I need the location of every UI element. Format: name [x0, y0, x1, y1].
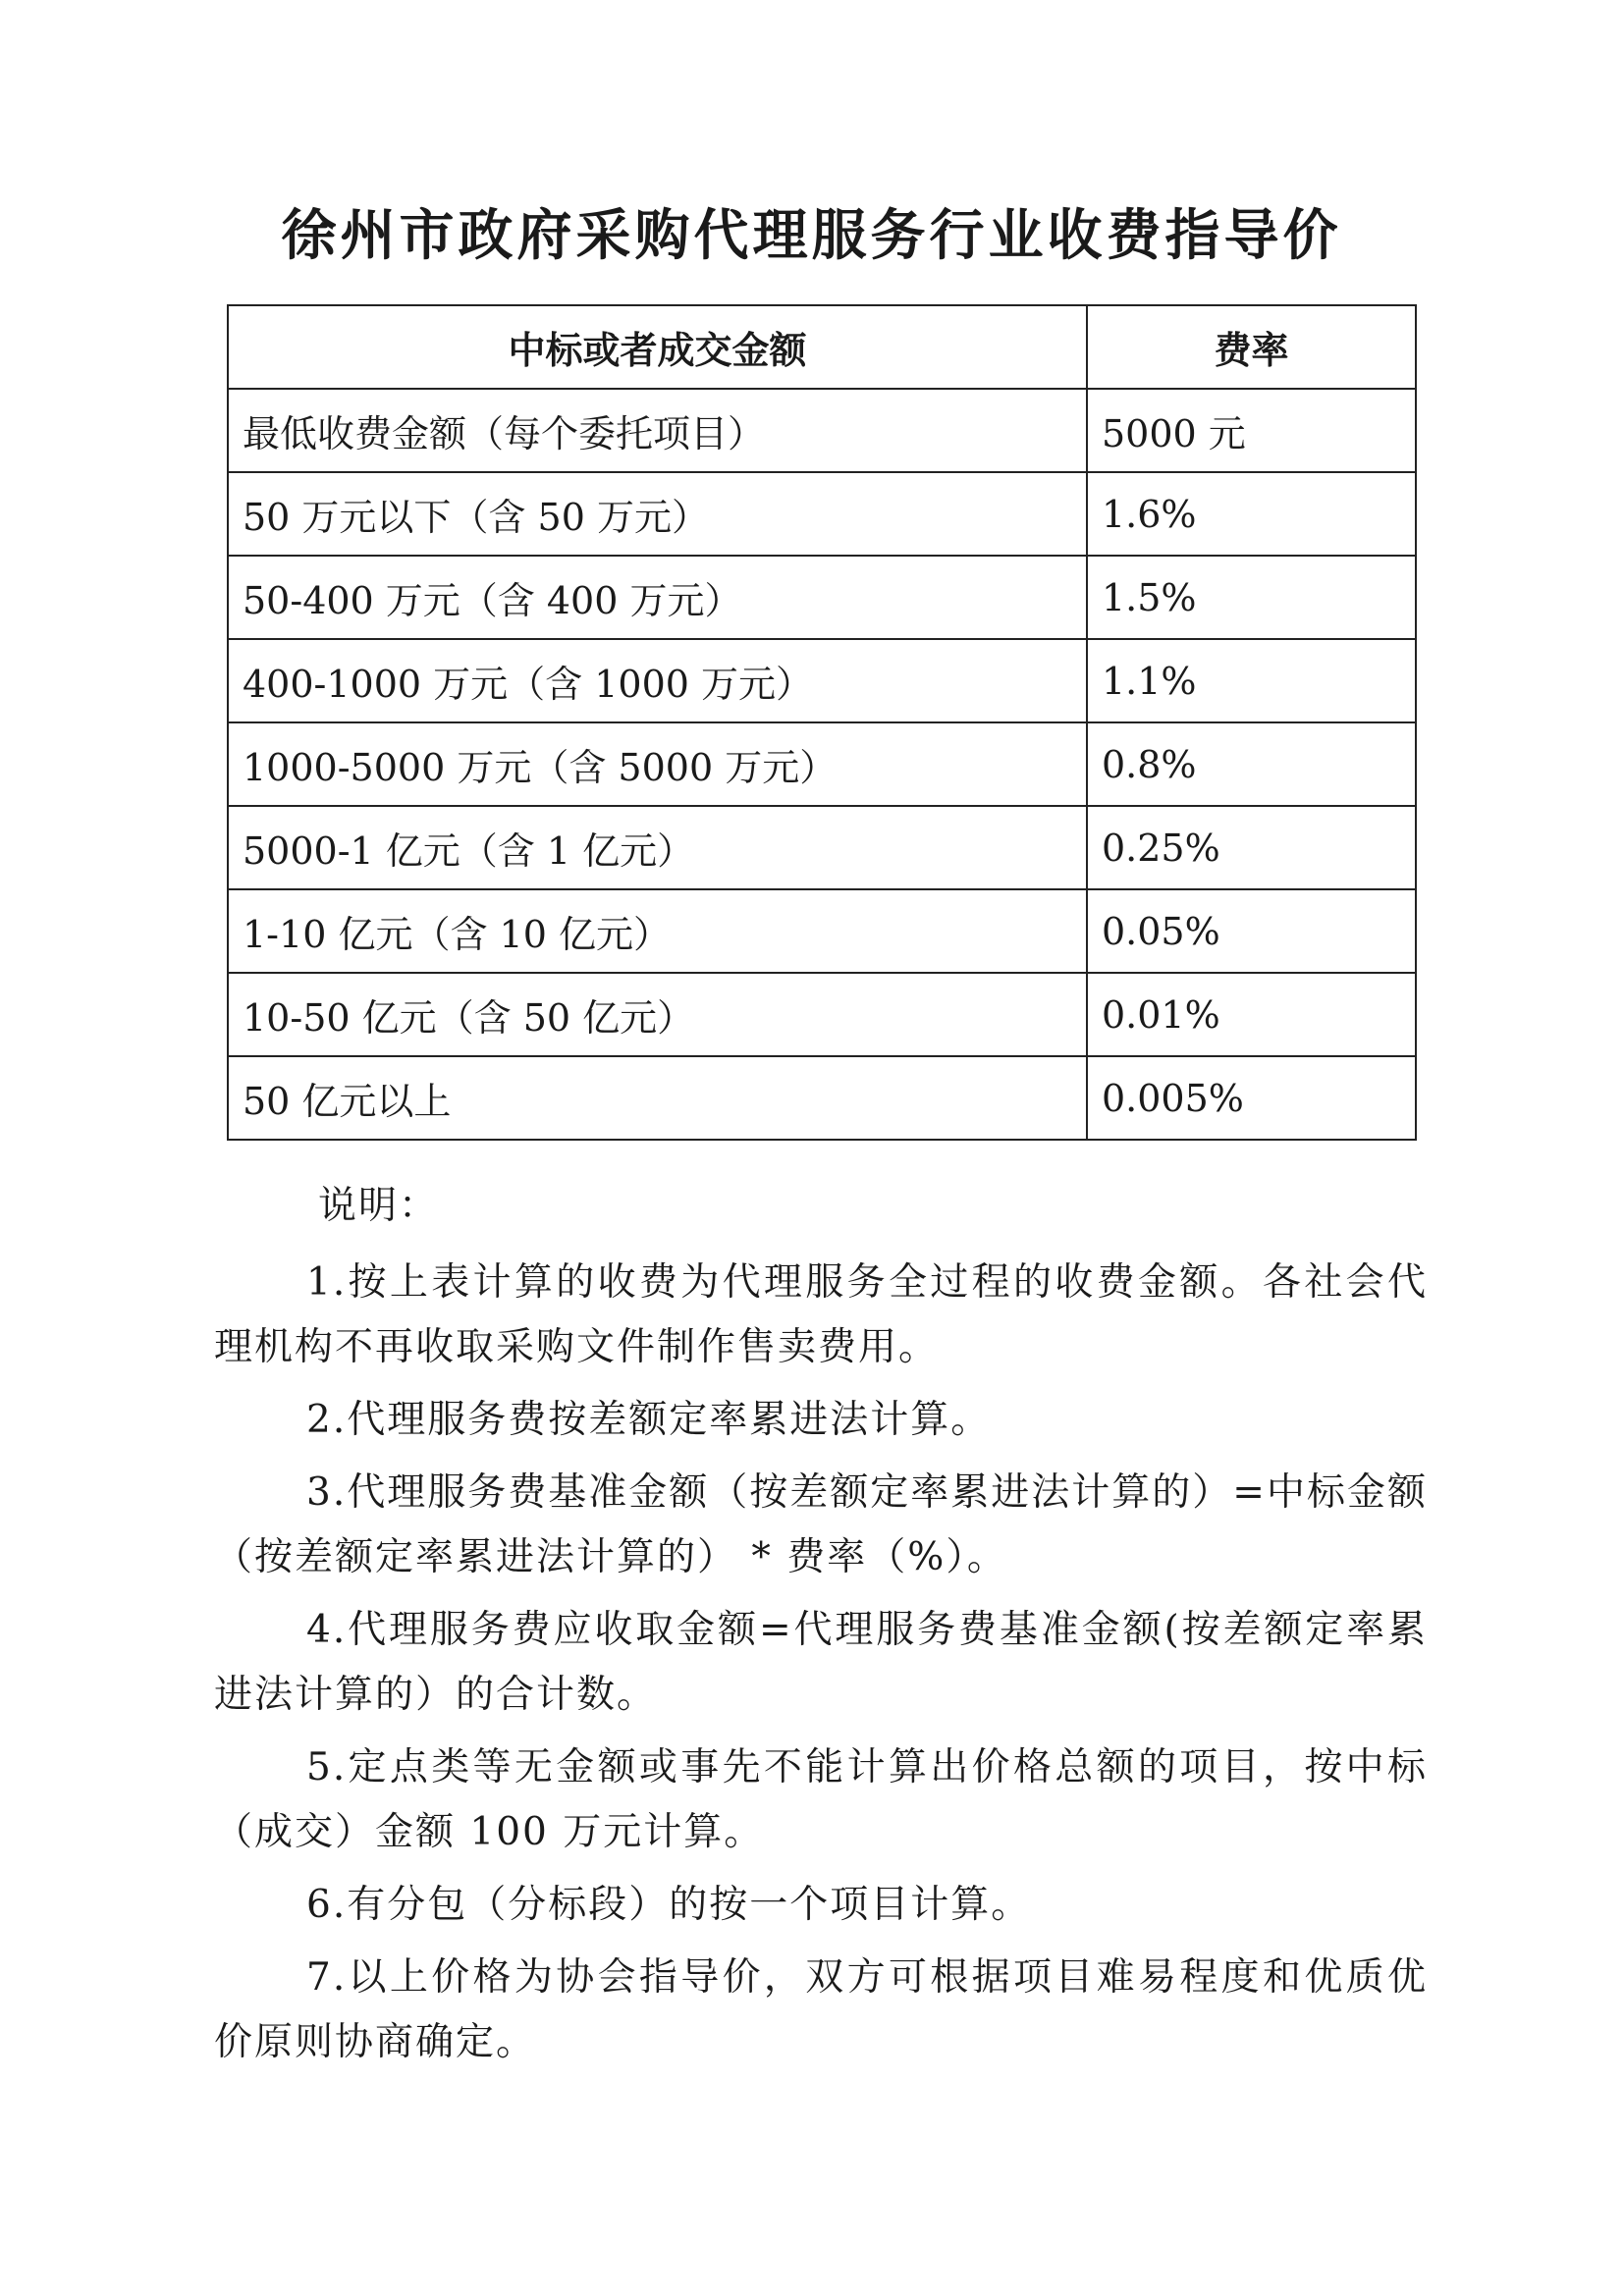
table-row: [228, 1056, 1416, 1140]
note-item-3: 3.代理服务费基准金额（按差额定率累进法计算的）=中标金额（按差额定率累进法计算的） * 费率（%）。: [214, 1470, 1428, 1579]
amount-cell: 最低收费金额（每个委托项目）: [228, 389, 1087, 472]
rate-cell: 0.005%: [1087, 1056, 1416, 1140]
notes-section: [214, 1174, 1428, 2083]
fee-table: [227, 304, 1417, 1141]
amount-cell: 1000-5000 万元（含 5000 万元）: [228, 722, 1087, 806]
table-row: [228, 806, 1416, 889]
note-item-5: 5.定点类等无金额或事先不能计算出价格总额的项目，按中标（成交）金额 100 万元计算。: [214, 1745, 1428, 1854]
rate-cell: 0.01%: [1087, 973, 1416, 1056]
note-item-1: 1.按上表计算的收费为代理服务全过程的收费金额。各社会代理机构不再收取采购文件制作售卖费用。: [214, 1260, 1428, 1369]
note-item-7: 7.以上价格为协会指导价，双方可根据项目难易程度和优质优价原则协商确定。: [214, 1955, 1428, 2064]
note-item-6: 6.有分包（分标段）的按一个项目计算。: [306, 1883, 1032, 1927]
rate-cell: 5000 元: [1087, 389, 1416, 472]
table-row: [228, 889, 1416, 973]
page-title: 徐州市政府采购代理服务行业收费指导价: [281, 204, 1342, 268]
amount-cell: 50-400 万元（含 400 万元）: [228, 556, 1087, 639]
rate-cell: 0.05%: [1087, 889, 1416, 973]
amount-cell: 50 万元以下（含 50 万元）: [228, 472, 1087, 556]
table-row: [228, 722, 1416, 806]
table-row: [228, 973, 1416, 1056]
amount-cell: 400-1000 万元（含 1000 万元）: [228, 639, 1087, 722]
amount-cell: 5000-1 亿元（含 1 亿元）: [228, 806, 1087, 889]
table-row: [228, 639, 1416, 722]
rate-cell: 0.25%: [1087, 806, 1416, 889]
table-header-row: [228, 305, 1416, 389]
amount-cell: 50 亿元以上: [228, 1056, 1087, 1140]
rate-cell: 0.8%: [1087, 722, 1416, 806]
notes-heading: 说明：: [318, 1184, 440, 1228]
table-row: [228, 556, 1416, 639]
rate-cell: 1.5%: [1087, 556, 1416, 639]
rate-cell: 1.1%: [1087, 639, 1416, 722]
table-row: [228, 472, 1416, 556]
amount-cell: 1-10 亿元（含 10 亿元）: [228, 889, 1087, 973]
table-row: [228, 389, 1416, 472]
amount-cell: 10-50 亿元（含 50 亿元）: [228, 973, 1087, 1056]
column-header-amount: 中标或者成交金额: [228, 305, 1087, 389]
rate-cell: 1.6%: [1087, 472, 1416, 556]
note-item-4: 4.代理服务费应收取金额=代理服务费基准金额(按差额定率累进法计算的）的合计数。: [214, 1608, 1428, 1717]
column-header-rate: 费率: [1087, 305, 1416, 389]
note-item-2: 2.代理服务费按差额定率累进法计算。: [306, 1398, 992, 1442]
